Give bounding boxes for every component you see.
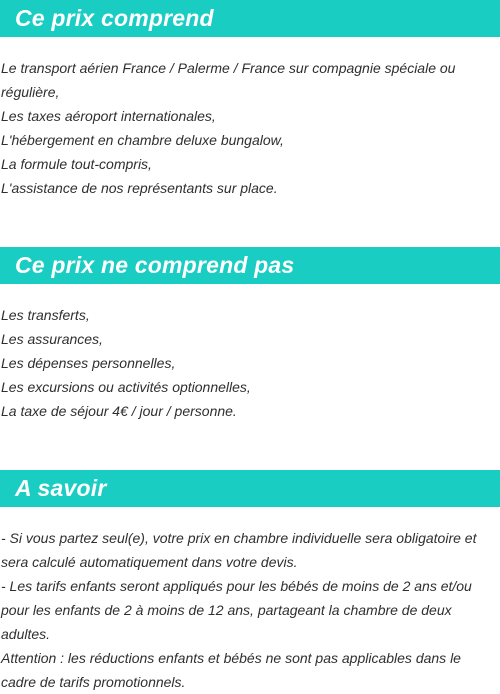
- section-good-to-know-header: [0, 470, 500, 507]
- included-item: Les taxes aéroport internationales,: [1, 108, 216, 124]
- section-good-to-know: [0, 470, 500, 694]
- section-good-to-know-body: [0, 507, 500, 694]
- section-not-included: [0, 247, 500, 423]
- section-included-title: Ce prix comprend: [15, 5, 214, 31]
- good-to-know-item: - Les tarifs enfants seront appliqués pour les bébés de moins de 2 ans et/ou pour les enfants de 2 à moins de 12 ans, partageant la chambre de deux adultes.: [1, 578, 472, 642]
- good-to-know-item: Attention : les réductions enfants et bébés ne sont pas applicables dans le cadre de tarifs promotionnels.: [1, 650, 461, 690]
- section-included-header: [0, 0, 500, 37]
- section-not-included-header: [0, 247, 500, 284]
- section-good-to-know-title: A savoir: [15, 475, 107, 501]
- not-included-item: Les assurances,: [1, 331, 103, 347]
- not-included-item: Les excursions ou activités optionnelles,: [1, 379, 251, 395]
- included-item: La formule tout-compris,: [1, 156, 152, 172]
- included-item: L'hébergement en chambre deluxe bungalow,: [1, 132, 284, 148]
- not-included-item: La taxe de séjour 4€ / jour / personne.: [1, 403, 237, 419]
- not-included-item: Les transferts,: [1, 307, 90, 323]
- included-item: L'assistance de nos représentants sur place.: [1, 180, 278, 196]
- included-item: Le transport aérien France / Palerme / France sur compagnie spéciale ou régulière,: [1, 60, 456, 100]
- section-not-included-body: [0, 284, 500, 423]
- good-to-know-item: - Si vous partez seul(e), votre prix en chambre individuelle sera obligatoire et sera calculé automatiquement dans votre devis.: [1, 530, 477, 570]
- section-included: [0, 0, 500, 200]
- section-included-body: [0, 37, 500, 200]
- section-not-included-title: Ce prix ne comprend pas: [15, 252, 295, 278]
- not-included-item: Les dépenses personnelles,: [1, 355, 176, 371]
